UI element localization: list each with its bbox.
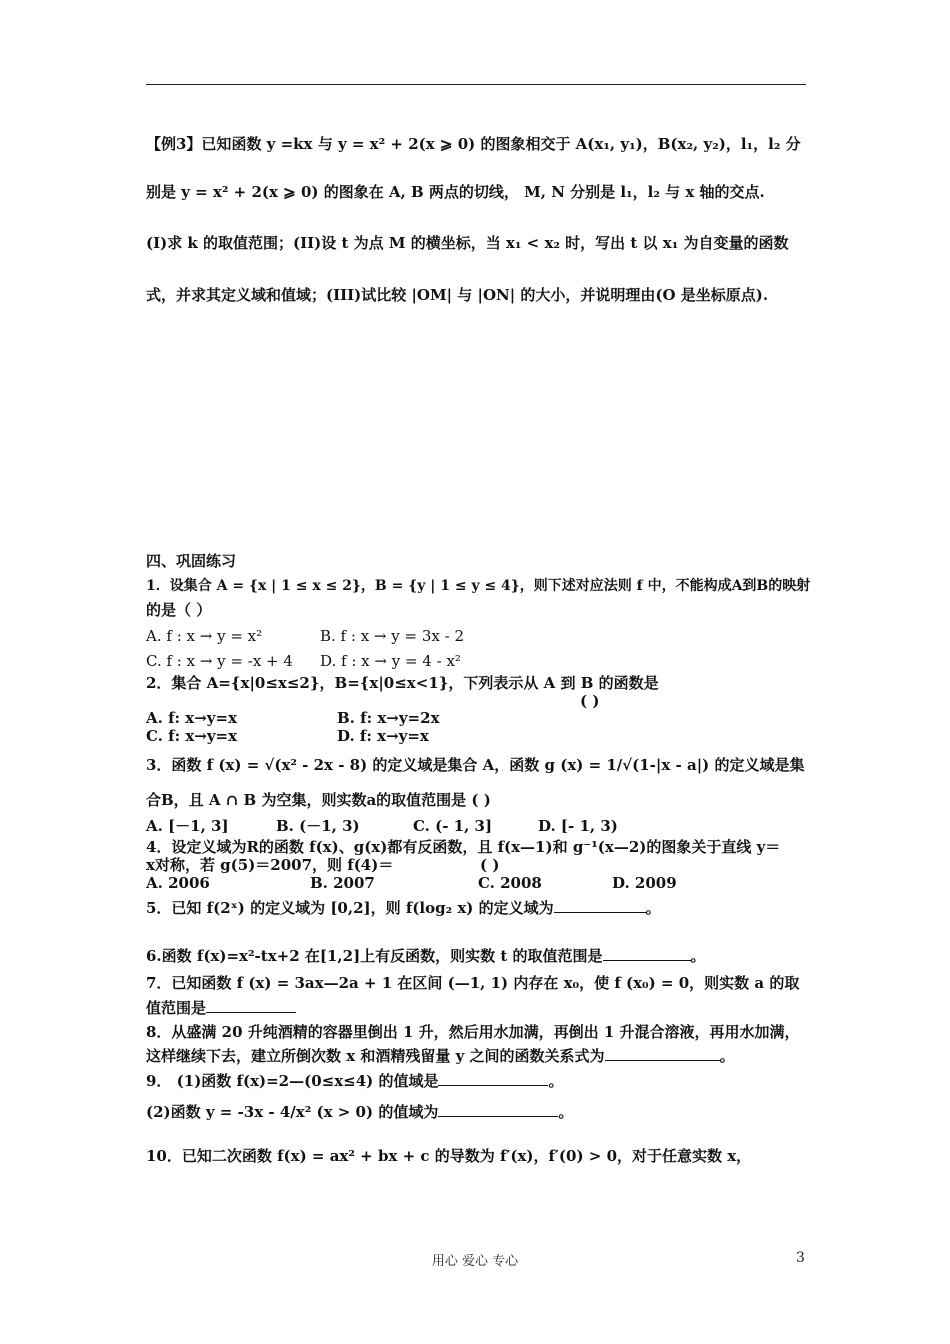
q2-option-d: D. f: x→y=x (337, 727, 429, 745)
q1-stem-2: 的是（ ） (146, 601, 212, 619)
q4-option-c: C. 2008 (478, 874, 542, 892)
q8-answer-blank[interactable] (605, 1046, 720, 1061)
q7-stem-1: 7．已知函数 f (x) = 3ax—2a + 1 在区间 (—1, 1) 内存在 x₀，使 f (x₀) = 0，则实数 a 的取 (146, 974, 800, 992)
q3-option-c: C. (- 1, 3] (413, 817, 493, 835)
q5-answer-blank[interactable] (554, 898, 646, 913)
q9-part1: 9． (1)函数 f(x)=2—(0≤x≤4) 的值域是 (146, 1072, 439, 1090)
q3-stem-2: 合B，且 A ∩ B 为空集，则实数a的取值范围是 ( ) (146, 791, 491, 809)
page-footer: 用心 爱心 专心 (431, 1254, 519, 1269)
q3-option-d: D. [- 1, 3) (538, 817, 618, 835)
q8-stem-2: 这样继续下去，建立所倒次数 x 和酒精残留量 y 之间的函数关系式为 (146, 1047, 605, 1065)
q4-paren: ( ) (480, 856, 500, 874)
q6-stem: 6.函数 f(x)=x²-tx+2 在[1,2]上有反函数，则实数 t 的取值范围是 (146, 947, 603, 965)
q6-answer-blank[interactable] (603, 946, 691, 961)
q2-paren: ( ) (580, 692, 600, 710)
q5-end: 。 (645, 899, 661, 917)
q4-option-b: B. 2007 (310, 874, 375, 892)
q1-option-a: A. f : x → y = x² (146, 627, 263, 645)
q3-stem-1: 3．函数 f (x) = √(x² - 2x - 8) 的定义域是集合 A，函数 g (x) = 1/√(1-|x - a|) 的定义域是集 (146, 756, 805, 774)
q8-end: 。 (719, 1047, 735, 1065)
q1-option-c: C. f : x → y = -x + 4 (146, 652, 293, 670)
q9-line-2 (146, 1101, 811, 1123)
q8-stem-1: 8．从盛满 20 升纯酒精的容器里倒出 1 升，然后用水加满，再倒出 1 升混合溶液，再用水加满， (146, 1023, 800, 1041)
q4-stem-2: x对称，若 g(5)＝2007，则 f(4)＝ (146, 856, 394, 874)
q4-option-a: A. 2006 (146, 874, 210, 892)
example3-line2: 别是 y = x² + 2(x ⩾ 0) 的图象在 A, B 两点的切线， M, N 分别是 l₁，l₂ 与 x 轴的交点. (146, 183, 765, 201)
q2-option-c: C. f: x→y=x (146, 727, 238, 745)
q7-stem-2: 值范围是 (146, 999, 207, 1017)
q4-option-d: D. 2009 (612, 874, 677, 892)
q9-part1-blank[interactable] (438, 1071, 548, 1086)
header-rule (146, 84, 806, 85)
q9-part2: (2)函数 y = -3x - 4/x² (x > 0) 的值域为 (146, 1103, 439, 1121)
q6-end: 。 (690, 947, 706, 965)
q4-stem-1: 4．设定义域为R的函数 f(x)、g(x)都有反函数，且 f(x—1)和 g⁻¹(x—2)的图象关于直线 y＝ (146, 838, 781, 856)
q1-option-b: B. f : x → y = 3x - 2 (320, 627, 464, 645)
q2-stem: 2．集合 A={x|0≤x≤2}，B={x|0≤x<1}，下列表示从 A 到 B 的函数是 (146, 674, 659, 692)
section-title: 四、巩固练习 (146, 552, 237, 570)
q3-option-a: A. [－1, 3] (146, 817, 229, 835)
q2-option-a: A. f: x→y=x (146, 709, 238, 727)
q9-part2-blank[interactable] (438, 1102, 558, 1117)
q1-stem-1: 1．设集合 A = {x | 1 ≤ x ≤ 2}，B = {y | 1 ≤ y ≤ 4}，则下述对应法则 f 中，不能构成A到B的映射 (146, 578, 811, 594)
q7-answer-blank[interactable] (206, 998, 296, 1013)
example3-line1: 【例3】已知函数 y =kx 与 y = x² + 2(x ⩾ 0) 的图象相交于 A(x₁, y₁)，B(x₂, y₂)，l₁，l₂ 分 (146, 135, 801, 153)
q1-option-d: D. f : x → y = 4 - x² (320, 652, 461, 670)
q9-part1-end: 。 (548, 1072, 564, 1090)
example3-line4: 式，并求其定义域和值域；(III)试比较 |OM| 与 |ON| 的大小，并说明理由(O 是坐标原点). (146, 286, 769, 304)
q5-line (146, 897, 811, 919)
q10-stem: 10．已知二次函数 f(x) = ax² + bx + c 的导数为 f′(x)，f′(0) > 0，对于任意实数 x， (146, 1147, 752, 1165)
q9-part2-end: 。 (558, 1103, 574, 1121)
q2-option-b: B. f: x→y=2x (337, 709, 440, 727)
q7-line-2 (146, 997, 811, 1019)
q3-option-b: B. (－1, 3) (276, 817, 360, 835)
example3-line3: (I)求 k 的取值范围；(II)设 t 为点 M 的横坐标，当 x₁ < x₂ 时，写出 t 以 x₁ 为自变量的函数 (146, 234, 789, 252)
page-number: 3 (796, 1250, 805, 1266)
q8-line-2 (146, 1045, 811, 1067)
q9-line-1 (146, 1070, 811, 1092)
q6-line (146, 945, 811, 967)
q5-stem: 5．已知 f(2ˣ) 的定义域为 [0,2]，则 f(log₂ x) 的定义域为 (146, 899, 554, 917)
